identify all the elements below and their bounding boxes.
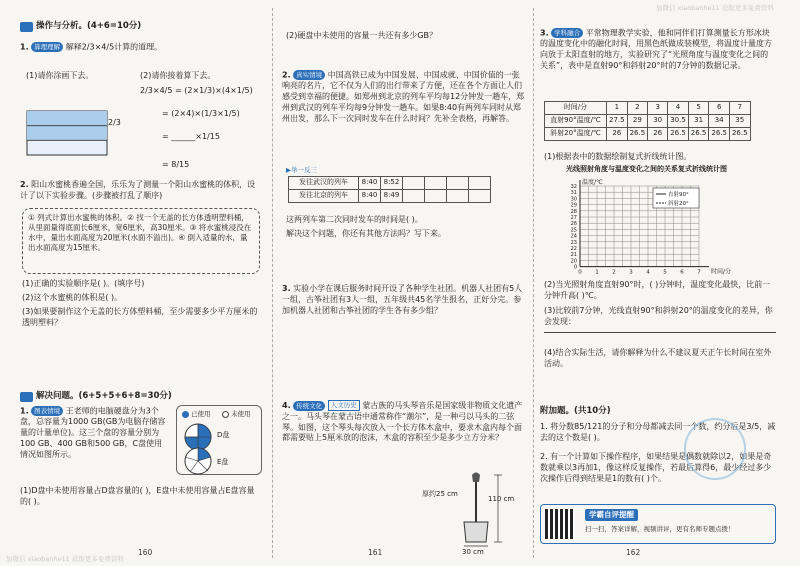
- x-tick-label: 5: [663, 269, 667, 276]
- formula-line-1: 2/3×4/5 = (2×1/3)×(4×1/5): [140, 86, 253, 95]
- disk-d-label: D盘: [217, 431, 230, 439]
- legend-series-2-label: 斜射20°: [668, 201, 689, 207]
- y-tick-label: 20: [570, 258, 577, 265]
- page-divider-1: [272, 8, 273, 558]
- review-stamp: [684, 418, 746, 480]
- y-tick-label: 22: [570, 246, 577, 252]
- y-tick-label: 29: [570, 202, 577, 209]
- mid-q4-tag2: 人文历史: [328, 400, 360, 411]
- right-sub1: (1)根据表中的数据绘制复式折线统计图。: [544, 152, 692, 161]
- mid-q4-tag1: 传统文化: [293, 401, 325, 411]
- q1-instr-a: (1)请你涂画下去。: [26, 71, 94, 80]
- q1-tag: 算理理解: [31, 42, 63, 52]
- right-sub3: (3)比较前7分钟，光线直射90°和斜射20°的温度变化的差异，你会发现：: [544, 306, 773, 326]
- right-sub4: (4)结合实际生活，请你解释为什么不建议夏天正午长时间在室外活动。: [544, 348, 772, 368]
- disk-e-label: E盘: [217, 458, 229, 466]
- y-tick-label: 30: [570, 196, 577, 203]
- right-page: [536, 0, 800, 566]
- formula-line-2: = (2×4)×(1/3×1/5): [162, 109, 240, 118]
- mid-q2-think: 解决这个问题，你还有其他方法吗？写下来。: [286, 229, 446, 238]
- legend-used-swatch: [182, 411, 189, 418]
- legend-series-1-label: 直射90°: [668, 192, 689, 198]
- y-tick-label: 0: [573, 264, 577, 271]
- y-tick-label: 23: [570, 239, 577, 246]
- qr-code-icon[interactable]: [545, 509, 575, 539]
- disk-e-pie: [183, 446, 213, 476]
- legend-used: 已使用: [182, 410, 211, 419]
- q-disk-total: (2)硬盘中未使用的容量一共还有多少GB？: [286, 31, 438, 40]
- q2-sub3: (3)如果要制作这个无盖的长方体塑料桶，至少需要多少平方厘米的透明塑料？: [22, 307, 258, 327]
- x-tick-label: 7: [697, 269, 701, 276]
- left-page: [0, 0, 270, 566]
- x-tick-label: 3: [629, 269, 633, 276]
- bonus-q2[interactable]: 2. 有一个计算如下操作程序，如果结果是偶数就除以2，如果是奇数就乘以3再加1，像这样反复操作，若最后算得6，最少经过多少次操作后得到结果是1的数有( )个。: [540, 452, 772, 483]
- bonus-heading: 附加题。(共10分): [540, 406, 611, 416]
- y-axis-label: 温度/℃: [582, 179, 603, 186]
- mid-q3-prompt: 3. 实验小学在课后服务时间开设了各种学生社团。机器人社团有5人一组，古筝社团有3人一组，五年级共45名学生报名，正好分完。参加机器人社团和古筝社团的学生各有多少组？: [282, 284, 523, 315]
- q1-prompt: 1. 算理理解 解释2/3×4/5计算的道理。: [20, 42, 163, 52]
- section-icon: [20, 22, 33, 32]
- q3-tag: 图表情境: [31, 406, 63, 416]
- x-tick-label: 2: [612, 269, 616, 276]
- q3-sub1[interactable]: (1)D盘中未使用容量占D盘容量的( )，E盘中未使用容量占E盘容量的( )。: [20, 486, 255, 506]
- y-tick-label: 27: [570, 215, 577, 221]
- horsehead-fiddle-illustration: [446, 470, 516, 550]
- temperature-table: [544, 101, 751, 141]
- x-tick-label: 1: [595, 269, 599, 276]
- q2-sub1[interactable]: (1)正确的实验顺序是( )。(填序号): [22, 279, 145, 288]
- watermark-top-right: 加微信 xiaobanhe11 获取更多免费资料: [656, 4, 774, 12]
- y-tick-label: 26: [570, 221, 577, 228]
- chart-title: 光线照射角度与温度变化之间的关系复式折线统计图: [566, 165, 727, 173]
- qr-panel: [540, 504, 776, 544]
- mid-q2-answer[interactable]: 这两列车第二次同时发车的时间是( )。: [286, 215, 423, 224]
- table-row: 发往北京的列车 8:40 8:49: [289, 190, 491, 203]
- qr-text: 扫一扫，答案详解，视频讲评，更有名师专题点拨！: [585, 525, 735, 533]
- line-chart[interactable]: [546, 176, 776, 280]
- experiment-steps-box: ① 列式计算出水蜜桃的体积。② 找一个无盖的长方体透明塑料桶，从里面量得底面长6厘米，宽6厘米，高30厘米。③ 将水蜜桃浸没在水中，量出水面高度为20厘米(水面不溢出)。④ 倒入适量的水，量出水面高度为15厘米。: [22, 208, 260, 274]
- table-row: 斜射20°温度/℃ 26 26.5 26 26.5 26.5 26.5 26.5: [545, 128, 751, 141]
- right-sub2[interactable]: (2)当光照射角度直射90°时，( )分钟时，温度变化最快，比前一分钟升高( )℃。: [544, 280, 771, 300]
- table-row: 发往武汉的列车 8:40 8:52: [289, 177, 491, 190]
- x-tick-label: 6: [680, 269, 684, 276]
- q2-prompt: 2. 阳山水蜜桃香遍全国，乐乐为了测量一个阳山水蜜桃的体积，设计了以下实验步骤。(步骤被打乱了顺序): [20, 180, 256, 200]
- page-divider-2: [533, 8, 534, 558]
- legend-unused: 未使用: [222, 410, 251, 419]
- mid-q2-tag: 真实情境: [293, 70, 325, 80]
- right-q-tag: 学科融合: [551, 28, 583, 38]
- table-row: 直射90°温度/℃ 27.5 29 30 30.5 31 34 35: [545, 115, 751, 128]
- page-number-middle: 161: [368, 548, 383, 557]
- bonus-q1[interactable]: 1. 将分数85/121的分子和分母都减去同一个数，约分后是3/5，减去的这个数是( )。: [540, 422, 776, 442]
- q2-sub2[interactable]: (2)这个水蜜桃的体积是( )。: [22, 293, 123, 302]
- section-icon: [20, 392, 33, 402]
- x-tick-label: 0: [578, 269, 582, 276]
- x-axis-label: 时间/分: [711, 268, 732, 276]
- y-tick-label: 28: [570, 208, 577, 215]
- watermark-bottom-left: 加微信 xiaobanhe11 获取更多免费资料: [6, 555, 124, 563]
- y-tick-label: 31: [570, 190, 577, 197]
- q3-prompt: 1. 图表情境 王老师的电脑硬盘分为3个盘，总容量为1000 GB(GB为电脑存储容量的计量单位)。这三个盘的容量分别为100 GB、400 GB和500 GB，C盘使用情况如图所示。: [20, 406, 166, 459]
- mid-q4-prompt: 4. 传统文化 人文历史 蒙古族的马头琴音乐是国家级非物质文化遗产之一。马头琴在蒙古语中通常称作“潮尔”，是一种弓以马头的二弦琴。如图，这个琴头每次放入一个长方体木盒中，要求木盒内每个面都需要贴上5厘米放的泡沫，木盒的容积至少是多少立方分米？: [282, 401, 523, 443]
- label-width: 30 cm: [462, 548, 484, 556]
- fraction-rectangle[interactable]: [26, 110, 121, 158]
- y-tick-label: 25: [570, 227, 577, 234]
- answer-line[interactable]: [544, 322, 776, 333]
- practice-hint[interactable]: ▶举一反三: [286, 166, 317, 174]
- y-tick-label: 24: [570, 233, 577, 240]
- table-row: 时间/分 1 2 3 4 5 6 7: [545, 102, 751, 115]
- x-tick-label: 4: [646, 269, 650, 276]
- qr-caption: 学霸自评提醒: [585, 509, 638, 521]
- fraction-label: 2/3: [108, 118, 121, 127]
- section2-heading: 解决问题。(6+5+5+6+8=30分): [20, 391, 172, 402]
- label-height: 110 cm: [488, 495, 515, 503]
- q1-instr-b: (2)请你接着算下去。: [140, 71, 216, 80]
- section1-heading: 操作与分析。(4+6=10分): [20, 21, 141, 32]
- mid-q2-prompt: 2. 真实情境 中国高铁已成为中国发展、中国成就、中国价值的一张响亮的名片，它不仅为人们的出行带来了方便，还在各个方面让人们感受到幸福的便捷。如郑州到北京的列车平均每12分钟发一趟车，郑州到武汉的列车平均每9分钟发一趟车。如果8:40有两列车同时从郑州出发，那么下一次同时发车在什么时间？先补全表格，再解答。: [282, 70, 525, 123]
- legend-unused-swatch: [222, 411, 229, 418]
- right-q-prompt: 3. 学科融合 平常物理教学实验，他和同伴们打算测量长方形冰块的温度变化中的融化时间，用黑色纸做成装模型，将温度计量度方向放于太阳直射的地方，实验研究了“光照角度与温度变化之间的关系”，表中是直射90°和斜射20°时的7分钟的数据记录。: [540, 28, 772, 70]
- disk-usage-figure: [176, 405, 262, 475]
- formula-line-4: = 8/15: [162, 160, 190, 169]
- label-thickness: 厚约25 cm: [422, 490, 458, 498]
- y-tick-label: 21: [570, 252, 577, 259]
- y-tick-label: 32: [570, 184, 577, 190]
- page-number-left: 160: [138, 548, 153, 557]
- page-number-right: 162: [626, 548, 641, 557]
- formula-line-3[interactable]: = ______×1/15: [162, 132, 220, 141]
- train-schedule-table: [288, 176, 491, 203]
- middle-page: [276, 0, 531, 566]
